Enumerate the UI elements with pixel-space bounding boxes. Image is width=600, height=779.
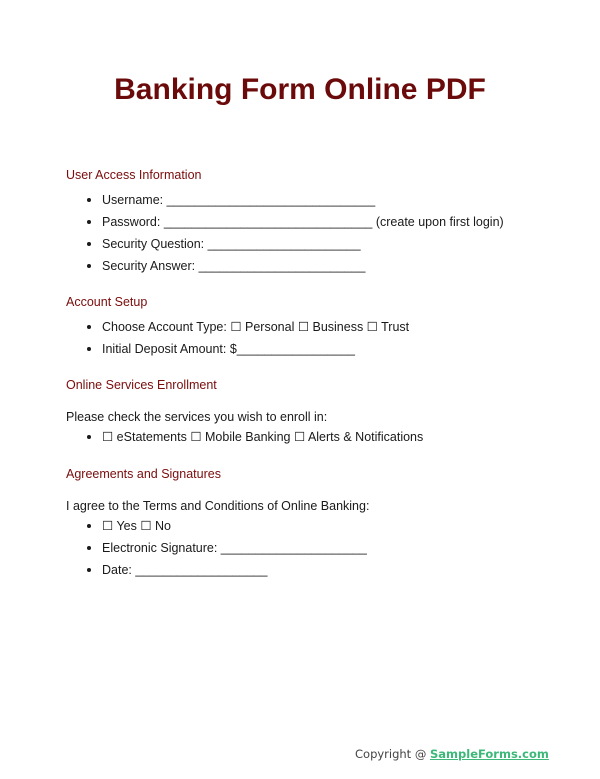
list-item-security-question[interactable]: Security Question: ______________________ (66, 233, 546, 255)
list-item-username[interactable]: Username: ______________________________ (66, 189, 546, 211)
section-heading: Agreements and Signatures (66, 467, 221, 481)
list-item-account-type[interactable]: Choose Account Type: ☐ Personal ☐ Business ☐ Trust (66, 316, 546, 338)
bullet-icon (87, 435, 91, 439)
section-heading: User Access Information (66, 168, 202, 182)
item-list (66, 426, 546, 448)
bullet-icon (87, 546, 91, 550)
list-item-date[interactable]: Date: ___________________ (66, 559, 546, 581)
section-user-access (66, 166, 546, 277)
footer (355, 747, 549, 761)
bullet-icon (87, 568, 91, 572)
bullet-icon (87, 198, 91, 202)
bullet-icon (87, 242, 91, 246)
list-item-password[interactable]: Password: ______________________________ (create upon first login) (66, 211, 546, 233)
section-heading: Account Setup (66, 295, 148, 309)
list-item-initial-deposit[interactable]: Initial Deposit Amount: $_________________ (66, 338, 546, 360)
section-intro: Please check the services you wish to enroll in: (66, 410, 328, 424)
bullet-icon (87, 347, 91, 351)
bullet-icon (87, 264, 91, 268)
list-item-agree-yes-no[interactable]: ☐ Yes ☐ No (66, 515, 546, 537)
section-online-services (66, 376, 546, 448)
page-title: Banking Form Online PDF (114, 73, 486, 106)
section-intro: I agree to the Terms and Conditions of Online Banking: (66, 499, 370, 513)
item-list (66, 189, 546, 277)
section-account-setup (66, 293, 546, 360)
section-heading: Online Services Enrollment (66, 378, 217, 392)
bullet-icon (87, 524, 91, 528)
list-item-security-answer[interactable]: Security Answer: ________________________ (66, 255, 546, 277)
section-agreements (66, 465, 546, 581)
list-item-services[interactable]: ☐ eStatements ☐ Mobile Banking ☐ Alerts & Notifications (66, 426, 546, 448)
copyright-text: Copyright @ (355, 747, 431, 761)
bullet-icon (87, 220, 91, 224)
bullet-icon (87, 325, 91, 329)
item-list (66, 316, 546, 360)
item-list (66, 515, 546, 581)
list-item-electronic-signature[interactable]: Electronic Signature: _____________________ (66, 537, 546, 559)
sampleforms-link[interactable]: SampleForms.com (430, 747, 549, 761)
